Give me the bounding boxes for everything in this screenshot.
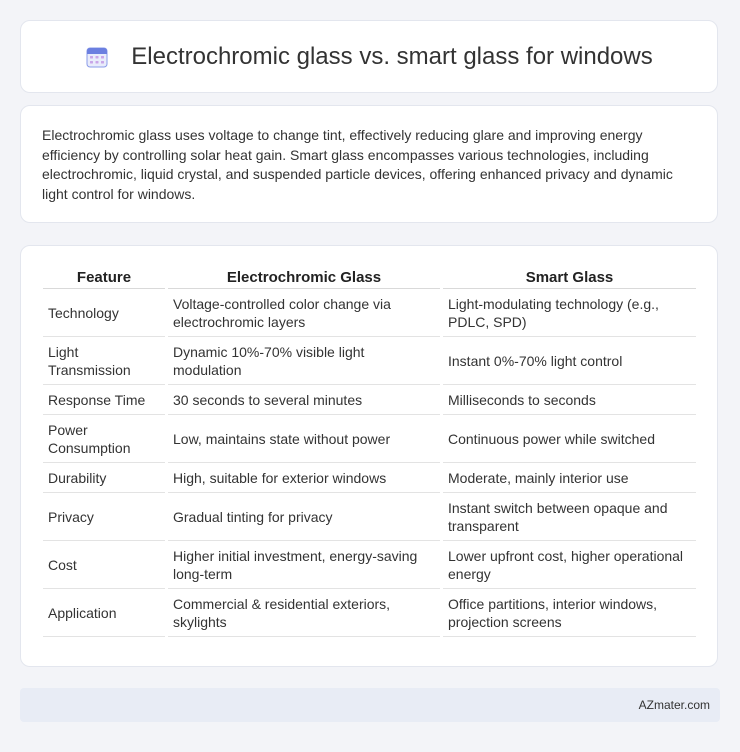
table-row (43, 541, 696, 589)
feature-cell: Light Transmission (43, 337, 165, 385)
feature-cell: Application (43, 589, 165, 637)
electrochromic-cell: Commercial & residential exteriors, skylights (168, 589, 440, 637)
column-header: Smart Glass (443, 267, 696, 289)
smart-glass-cell: Light-modulating technology (e.g., PDLC, SPD) (443, 289, 696, 337)
smart-glass-cell: Milliseconds to seconds (443, 385, 696, 415)
intro-card (20, 105, 718, 223)
feature-cell: Technology (43, 289, 165, 337)
feature-cell: Response Time (43, 385, 165, 415)
electrochromic-cell: Dynamic 10%-70% visible light modulation (168, 337, 440, 385)
smart-glass-cell: Moderate, mainly interior use (443, 463, 696, 493)
feature-cell: Power Consumption (43, 415, 165, 463)
source-credit: AZmater.com (638, 698, 710, 712)
table-row (43, 493, 696, 541)
electrochromic-cell: Higher initial investment, energy-saving long-term (168, 541, 440, 589)
feature-cell: Cost (43, 541, 165, 589)
table-header-row (43, 267, 696, 289)
feature-cell: Durability (43, 463, 165, 493)
electrochromic-cell: Low, maintains state without power (168, 415, 440, 463)
title-card (20, 20, 718, 93)
electrochromic-cell: Voltage-controlled color change via electrochromic layers (168, 289, 440, 337)
electrochromic-cell: 30 seconds to several minutes (168, 385, 440, 415)
table-row (43, 589, 696, 637)
smart-glass-cell: Instant 0%-70% light control (443, 337, 696, 385)
footer-bar (20, 688, 720, 722)
comparison-card (20, 245, 718, 667)
column-header: Feature (43, 267, 165, 289)
smart-glass-cell: Office partitions, interior windows, projection screens (443, 589, 696, 637)
column-header: Electrochromic Glass (168, 267, 440, 289)
comparison-table (40, 267, 699, 637)
electrochromic-cell: Gradual tinting for privacy (168, 493, 440, 541)
table-row (43, 289, 696, 337)
table-row (43, 337, 696, 385)
intro-text: Electrochromic glass uses voltage to change tint, effectively reducing glare and improving energy efficiency by controlling solar heat gain. Smart glass encompasses various technologies, including electrochromic, liquid crystal, and suspended particle devices, offering enhanced privacy and dynamic light control for windows. (42, 127, 673, 202)
smart-glass-cell: Lower upfront cost, higher operational energy (443, 541, 696, 589)
electrochromic-cell: High, suitable for exterior windows (168, 463, 440, 493)
page-title: Electrochromic glass vs. smart glass for windows (131, 42, 653, 70)
smart-glass-cell: Continuous power while switched (443, 415, 696, 463)
table-row (43, 463, 696, 493)
table-row (43, 385, 696, 415)
smart-glass-cell: Instant switch between opaque and transparent (443, 493, 696, 541)
calendar-icon (85, 45, 109, 69)
feature-cell: Privacy (43, 493, 165, 541)
table-row (43, 415, 696, 463)
